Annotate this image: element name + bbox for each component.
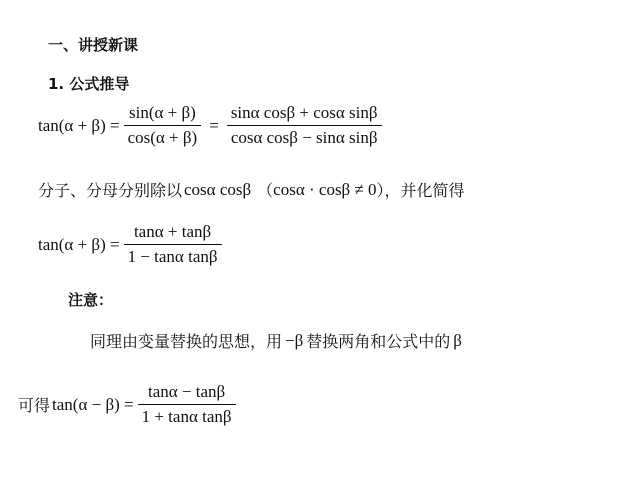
formula2-numerator: tanα + tanβ [133, 222, 212, 241]
formula3-denominator: 1 + tanα tanβ [141, 407, 232, 426]
formula-tan-difference [18, 382, 240, 427]
formula2-denominator: 1 − tanα tanβ [127, 247, 218, 266]
formula1-frac2-denominator: cosα cosβ − sinα sinβ [230, 128, 378, 147]
formula-tan-sum [38, 222, 226, 267]
formula1-frac2-numerator: sinα cosβ + cosα sinβ [230, 103, 378, 122]
formula3-prefix: 可得 [18, 396, 51, 415]
formula3-lhs: tan(α − β) = [52, 394, 134, 414]
explanation-text-b: ），并化简得 [376, 181, 465, 200]
formula-tan-sum-derivation [38, 103, 386, 148]
note-math-a: −β [285, 330, 304, 350]
note-line [90, 329, 462, 352]
formula1-equals: = [209, 115, 219, 135]
formula2-lhs: tan(α + β) = [38, 234, 120, 254]
formula1-frac1-numerator: sin(α + β) [128, 103, 196, 122]
formula1-lhs: tan(α + β) = [38, 115, 120, 135]
explanation-line [38, 178, 465, 201]
formula2-fraction [124, 222, 222, 267]
explanation-math-b: cosα · cosβ ≠ 0 [273, 179, 377, 199]
note-text-b: 替换两角和公式中的 [306, 332, 451, 351]
note-text-a: 同理由变量替换的思想，用 [90, 332, 283, 351]
formula1-frac1-denominator: cos(α + β) [127, 128, 198, 147]
note-math-b: β [453, 330, 462, 350]
formula1-fraction-1 [124, 103, 202, 148]
explanation-math-a: cosα cosβ [184, 179, 252, 199]
explanation-paren-open: （ [257, 181, 274, 200]
section-title: 一、讲授新课 [48, 36, 139, 54]
note-label: 注意： [68, 291, 114, 309]
explanation-text-a: 分子、分母分别除以 [38, 181, 183, 200]
subsection-title: 1. 公式推导 [48, 75, 130, 93]
formula1-fraction-2 [227, 103, 382, 148]
formula3-numerator: tanα − tanβ [147, 382, 226, 401]
formula3-fraction [138, 382, 236, 427]
